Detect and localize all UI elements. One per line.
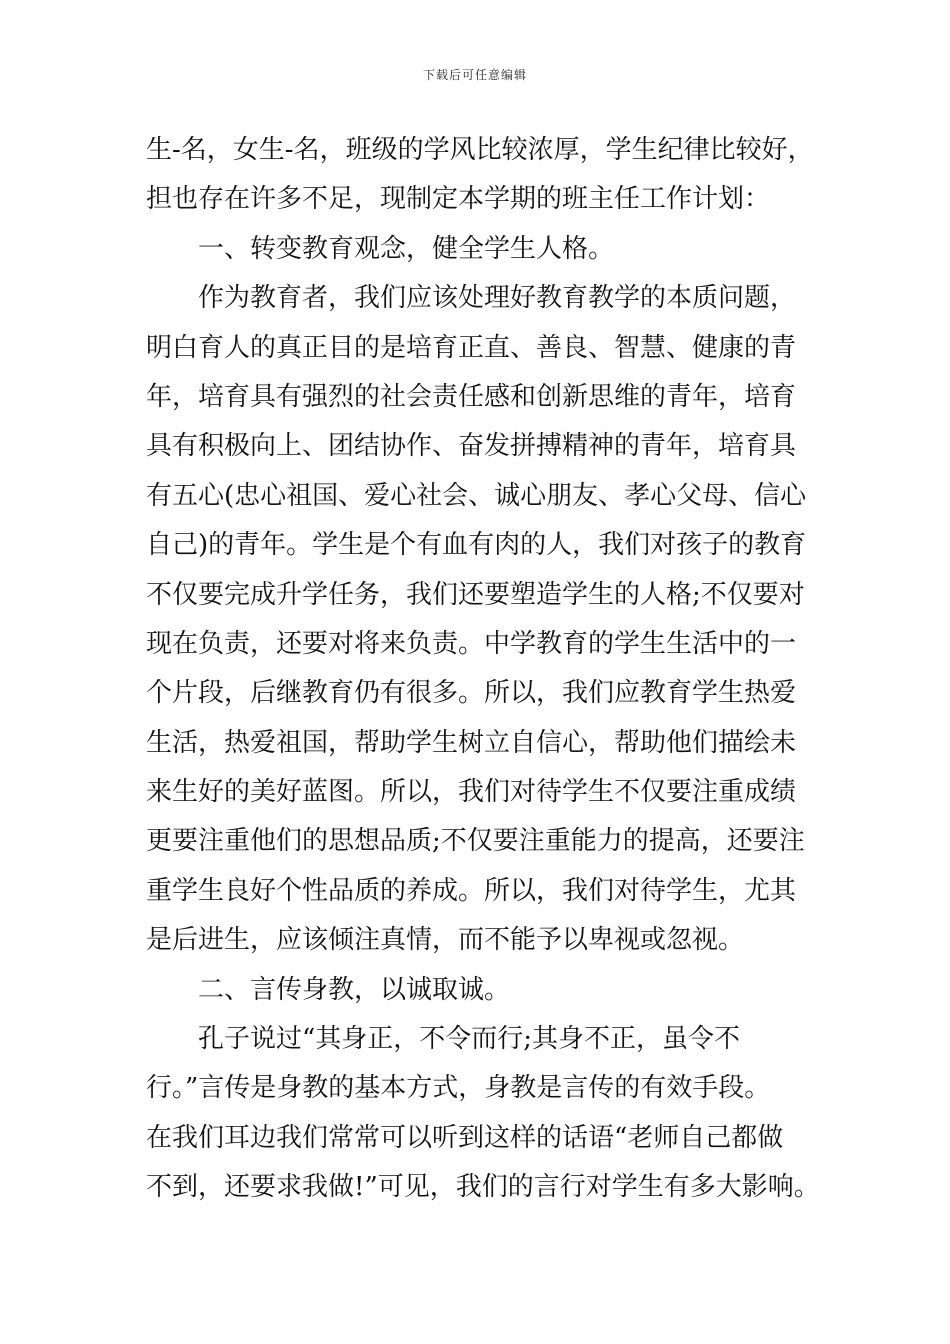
page-header-note: 下载后可任意编辑 [422,68,527,82]
text-line: 来生好的美好蓝图。所以，我们对待学生不仅要注重成绩 [146,777,797,808]
section-heading: 二、言传身教，以诚取诚。 [198,974,511,1005]
text-line: 作为教育者，我们应该处理好教育教学的本质问题， [198,283,797,314]
text-line: 是后进生，应该倾注真情，而不能予以卑视或忽视。 [146,925,745,956]
text-line: 现在负责，还要对将来负责。中学教育的学生生活中的一 [146,628,797,659]
text-line: 生-名，女生-名，班级的学风比较浓厚，学生纪律比较好， [146,135,814,165]
text-line: 明白育人的真正目的是培育正直、善良、智慧、健康的青 [146,332,797,363]
text-line: 年，培育具有强烈的社会责任感和创新思维的青年，培育 [146,381,797,412]
text-line: 具有积极向上、团结协作、奋发拼搏精神的青年，培育具 [146,431,797,462]
text-line: 不到，还要求我做!”可见，我们的言行对学生有多大影响。 [146,1172,820,1203]
text-line: 生活，热爱祖国，帮助学生树立自信心，帮助他们描绘未 [146,727,797,758]
text-line: 个片段，后继教育仍有很多。所以，我们应教育学生热爱 [146,678,797,709]
text-line: 重学生良好个性品质的养成。所以，我们对待学生，尤其 [146,875,797,906]
text-line: 自己)的青年。学生是个有血有肉的人，我们对孩子的教育 [146,530,807,561]
text-line: 有五心(忠心祖国、爱心社会、诚心朋友、孝心父母、信心 [146,480,807,511]
text-line: 更要注重他们的思想品质;不仅要注重能力的提高，还要注 [146,826,805,857]
text-line: 担也存在许多不足，现制定本学期的班主任工作计划： [146,184,771,215]
section-heading: 一、转变教育观念，健全学生人格。 [198,233,615,264]
text-line: 在我们耳边我们常常可以听到这样的话语“老师自己都做 [146,1122,784,1153]
text-line: 行。”言传是身教的基本方式，身教是言传的有效手段。 [146,1073,771,1104]
document-body [146,126,826,1213]
text-line: 孔子说过“其身正，不令而行;其身不正，虽令不 [198,1024,741,1055]
text-line: 不仅要完成升学任务，我们还要塑造学生的人格;不仅要对 [146,579,805,610]
